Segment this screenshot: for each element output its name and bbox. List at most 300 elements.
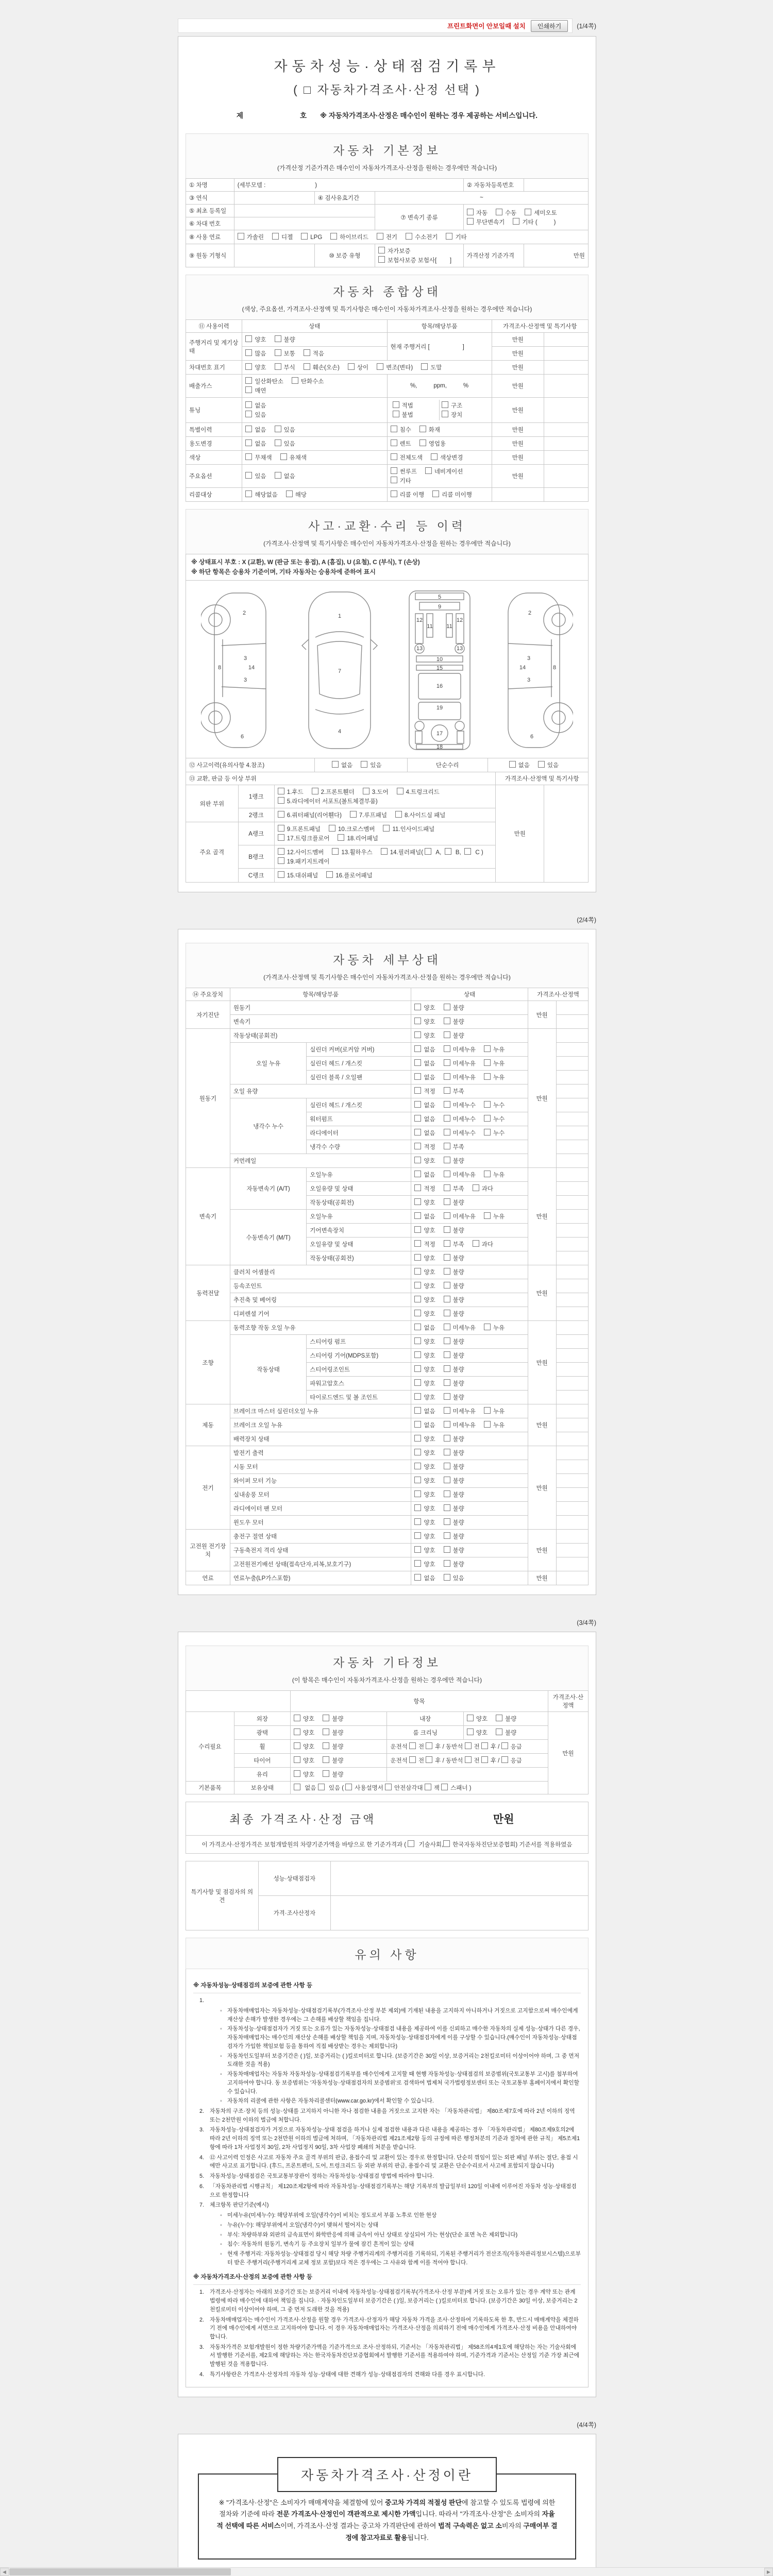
check-option[interactable]: 해당없음 bbox=[245, 490, 277, 499]
check-option[interactable]: 양호 bbox=[414, 1560, 435, 1568]
check-option[interactable]: 양호 bbox=[414, 1296, 435, 1304]
check-option[interactable]: 불량 bbox=[444, 1518, 464, 1527]
check-option[interactable]: 미세누유 bbox=[444, 1407, 476, 1415]
check-option[interactable]: 전체도색 bbox=[391, 453, 423, 462]
check-option[interactable]: 보험사보증 보험사[ ] bbox=[378, 256, 451, 264]
checkbox-icon[interactable] bbox=[332, 761, 339, 768]
checkbox-icon[interactable] bbox=[391, 439, 397, 446]
checkbox-icon[interactable] bbox=[323, 1756, 329, 1763]
check-option[interactable]: 양호 bbox=[414, 1004, 435, 1012]
check-option[interactable]: 16.플로어패널 bbox=[326, 871, 373, 879]
checkbox-icon[interactable] bbox=[414, 1198, 421, 1205]
checkbox-icon[interactable] bbox=[444, 1463, 450, 1469]
check-option[interactable]: 있음 bbox=[444, 1574, 464, 1582]
checkbox-icon[interactable] bbox=[272, 233, 279, 240]
check-option[interactable]: 19.패키지트레이 bbox=[278, 857, 330, 866]
checkbox-icon[interactable] bbox=[425, 467, 432, 474]
checkbox-icon[interactable] bbox=[444, 1018, 450, 1024]
checkbox-icon[interactable] bbox=[275, 363, 281, 370]
check-option[interactable]: 불량 bbox=[444, 1282, 464, 1290]
check-option[interactable]: 탄화수소 bbox=[292, 377, 324, 385]
checkbox-icon[interactable] bbox=[275, 349, 281, 356]
check-option[interactable]: 양호 bbox=[414, 1504, 435, 1513]
checkbox-icon[interactable] bbox=[414, 1435, 421, 1442]
checkbox-icon[interactable] bbox=[304, 363, 310, 370]
check-option[interactable]: 유채색 bbox=[280, 453, 307, 462]
check-option[interactable]: 변조(변타) bbox=[377, 363, 413, 371]
checkbox-icon[interactable] bbox=[278, 834, 284, 841]
check-option[interactable]: 없음 bbox=[414, 1059, 435, 1067]
check-option[interactable]: 불량 bbox=[323, 1728, 343, 1737]
checkbox-icon[interactable] bbox=[414, 1463, 421, 1469]
checkbox-icon[interactable] bbox=[484, 1045, 491, 1052]
check-option[interactable]: 불량 bbox=[444, 1365, 464, 1374]
check-option[interactable]: 가솔린 bbox=[238, 233, 264, 241]
check-option[interactable]: 양호 bbox=[294, 1742, 314, 1751]
checkbox-icon[interactable] bbox=[393, 411, 399, 417]
check-option[interactable]: 없음 bbox=[414, 1212, 435, 1221]
checkbox-icon[interactable] bbox=[350, 811, 357, 818]
checkbox-icon[interactable] bbox=[294, 1728, 300, 1735]
checkbox-icon[interactable] bbox=[278, 848, 284, 855]
checkbox-icon[interactable] bbox=[383, 825, 390, 832]
checkbox-icon[interactable] bbox=[245, 335, 252, 342]
checkbox-icon[interactable] bbox=[444, 1198, 450, 1205]
check-option[interactable]: 양호 bbox=[414, 1532, 435, 1540]
checkbox-icon[interactable] bbox=[465, 1756, 472, 1763]
checkbox-icon[interactable] bbox=[444, 1240, 450, 1247]
check-option[interactable]: 무단변속기 bbox=[467, 218, 505, 226]
scroll-right-arrow[interactable]: ▶ bbox=[764, 2568, 773, 2576]
checkbox-icon[interactable] bbox=[406, 233, 412, 240]
checkbox-icon[interactable] bbox=[414, 1101, 421, 1108]
checkbox-icon[interactable] bbox=[444, 1045, 450, 1052]
check-option[interactable]: 양호 bbox=[294, 1715, 314, 1723]
checkbox-icon[interactable] bbox=[286, 490, 293, 497]
checkbox-icon[interactable] bbox=[361, 761, 367, 768]
check-option[interactable]: 9.프론트패널 bbox=[278, 825, 321, 833]
check-option[interactable]: 불량 bbox=[444, 1031, 464, 1040]
check-option[interactable]: 불량 bbox=[444, 1435, 464, 1443]
checkbox-icon[interactable] bbox=[304, 349, 310, 356]
check-option[interactable]: 불량 bbox=[444, 1226, 464, 1234]
checkbox-icon[interactable] bbox=[381, 848, 388, 855]
check-option[interactable]: 불량 bbox=[275, 335, 295, 344]
checkbox-icon[interactable] bbox=[444, 1379, 450, 1386]
check-option[interactable]: 네비게이션 bbox=[425, 467, 463, 476]
checkbox-icon[interactable] bbox=[393, 401, 399, 408]
check-option[interactable]: 누수 bbox=[484, 1115, 505, 1123]
checkbox-icon[interactable] bbox=[414, 1477, 421, 1483]
check-option[interactable]: 미세누유 bbox=[444, 1171, 476, 1179]
check-option[interactable]: 없음 bbox=[414, 1407, 435, 1415]
checkbox-icon[interactable] bbox=[280, 453, 287, 460]
check-option[interactable]: 양호 bbox=[414, 1449, 435, 1457]
checkbox-icon[interactable] bbox=[414, 1532, 421, 1539]
checkbox-icon[interactable] bbox=[323, 1728, 329, 1735]
check-option[interactable]: 양호 bbox=[245, 335, 266, 344]
print-install-notice[interactable]: 프린트화면이 안보일때 설치 bbox=[447, 23, 526, 30]
checkbox-icon[interactable] bbox=[414, 1018, 421, 1024]
check-option[interactable]: 양호 bbox=[467, 1728, 488, 1737]
check-option[interactable]: 4.트렁크리드 bbox=[397, 788, 440, 796]
check-option[interactable]: 해당 bbox=[286, 490, 307, 499]
check-option[interactable]: 양호 bbox=[414, 1379, 435, 1387]
check-option[interactable]: 12.사이드멤버 bbox=[278, 848, 324, 856]
checkbox-icon[interactable] bbox=[414, 1574, 421, 1581]
checkbox-icon[interactable] bbox=[473, 1240, 479, 1247]
checkbox-icon[interactable] bbox=[414, 1212, 421, 1219]
check-option[interactable]: 불량 bbox=[323, 1715, 343, 1723]
checkbox-icon[interactable] bbox=[444, 1504, 450, 1511]
check-option[interactable]: 미세누유 bbox=[444, 1059, 476, 1067]
check-option[interactable]: 영업용 bbox=[419, 439, 446, 448]
checkbox-icon[interactable] bbox=[278, 871, 284, 878]
check-option[interactable]: 미세누유 bbox=[444, 1073, 476, 1081]
checkbox-icon[interactable] bbox=[395, 811, 402, 818]
checkbox-icon[interactable] bbox=[391, 453, 397, 460]
check-option[interactable]: 누유 bbox=[484, 1171, 505, 1179]
checkbox-icon[interactable] bbox=[414, 1184, 421, 1191]
checkbox-icon[interactable] bbox=[391, 490, 397, 497]
check-option[interactable]: 5.라디에이터 서포트(볼트체결부품) bbox=[278, 797, 378, 805]
checkbox-icon[interactable] bbox=[414, 1087, 421, 1094]
check-option[interactable]: 미세누유 bbox=[444, 1421, 476, 1429]
check-option[interactable]: 불량 bbox=[444, 1546, 464, 1554]
check-option[interactable]: 양호 bbox=[414, 1031, 435, 1040]
checkbox-icon[interactable] bbox=[414, 1365, 421, 1372]
checkbox-icon[interactable] bbox=[414, 1171, 421, 1177]
checkbox-icon[interactable] bbox=[414, 1407, 421, 1414]
check-option[interactable]: 부족 bbox=[444, 1087, 464, 1095]
check-option[interactable]: 불량 bbox=[444, 1393, 464, 1401]
check-option[interactable]: 14.필러패널( A, B, C ) bbox=[381, 848, 483, 856]
checkbox-icon[interactable] bbox=[484, 1212, 491, 1219]
check-option[interactable]: 없음 bbox=[245, 439, 266, 448]
checkbox-icon[interactable] bbox=[443, 1840, 450, 1847]
checkbox-icon[interactable] bbox=[338, 834, 344, 841]
check-option[interactable]: 양호 bbox=[414, 1435, 435, 1443]
check-option[interactable]: 불량 bbox=[323, 1770, 343, 1778]
checkbox-icon[interactable] bbox=[444, 1031, 450, 1038]
check-option[interactable]: 없음 bbox=[414, 1115, 435, 1123]
check-option[interactable]: 있음 bbox=[275, 439, 295, 448]
checkbox-icon[interactable] bbox=[245, 439, 252, 446]
checkbox-icon[interactable] bbox=[426, 1742, 432, 1749]
check-option[interactable]: 없음 bbox=[245, 401, 266, 410]
checkbox-icon[interactable] bbox=[245, 426, 252, 432]
checkbox-icon[interactable] bbox=[345, 1784, 352, 1790]
checkbox-icon[interactable] bbox=[323, 1742, 329, 1749]
checkbox-icon[interactable] bbox=[278, 825, 284, 832]
checkbox-icon[interactable] bbox=[444, 1143, 450, 1149]
checkbox-icon[interactable] bbox=[465, 1742, 472, 1749]
checkbox-icon[interactable] bbox=[409, 1742, 416, 1749]
checkbox-icon[interactable] bbox=[426, 1756, 432, 1763]
check-option[interactable]: 수소전기 bbox=[406, 233, 438, 241]
check-option[interactable]: 없음 bbox=[332, 761, 352, 769]
check-option[interactable]: 양호 bbox=[414, 1365, 435, 1374]
check-option[interactable]: 썬루프 bbox=[391, 467, 417, 476]
check-option[interactable]: 누유 bbox=[484, 1073, 505, 1081]
checkbox-icon[interactable] bbox=[525, 209, 531, 215]
check-option[interactable]: 없음 bbox=[414, 1129, 435, 1137]
check-option[interactable]: 불량 bbox=[444, 1296, 464, 1304]
checkbox-icon[interactable] bbox=[444, 1101, 450, 1108]
checkbox-icon[interactable] bbox=[245, 401, 252, 408]
checkbox-icon[interactable] bbox=[431, 453, 438, 460]
checkbox-icon[interactable] bbox=[378, 247, 385, 253]
check-option[interactable]: 보통 bbox=[275, 349, 295, 358]
checkbox-icon[interactable] bbox=[348, 363, 355, 370]
checkbox-icon[interactable] bbox=[408, 1840, 414, 1847]
checkbox-icon[interactable] bbox=[484, 1407, 491, 1414]
check-option[interactable]: 불량 bbox=[444, 1490, 464, 1499]
check-option[interactable]: 침수 bbox=[391, 426, 411, 434]
checkbox-icon[interactable] bbox=[397, 788, 404, 794]
check-option[interactable]: 양호 bbox=[414, 1018, 435, 1026]
check-option[interactable]: 없음 bbox=[414, 1574, 435, 1582]
checkbox-icon[interactable] bbox=[326, 871, 333, 878]
check-option[interactable]: 양호 bbox=[294, 1728, 314, 1737]
checkbox-icon[interactable] bbox=[323, 1770, 329, 1777]
check-option[interactable]: 미세누유 bbox=[444, 1045, 476, 1054]
checkbox-icon[interactable] bbox=[278, 811, 284, 818]
check-option[interactable]: 디젤 bbox=[272, 233, 293, 241]
checkbox-icon[interactable] bbox=[278, 857, 284, 864]
check-option[interactable]: 자동 bbox=[467, 209, 488, 217]
check-option[interactable]: 15.대쉬패널 bbox=[278, 871, 318, 879]
check-option[interactable]: 미세누수 bbox=[444, 1101, 476, 1109]
checkbox-icon[interactable] bbox=[444, 1254, 450, 1261]
checkbox-icon[interactable] bbox=[414, 1129, 421, 1136]
checkbox-icon[interactable] bbox=[467, 1715, 474, 1721]
check-option[interactable]: 있음 bbox=[275, 426, 295, 434]
check-option[interactable]: 불량 bbox=[444, 1532, 464, 1540]
check-option[interactable]: 불량 bbox=[444, 1504, 464, 1513]
checkbox-icon[interactable] bbox=[484, 1059, 491, 1066]
check-option[interactable]: 양호 bbox=[414, 1226, 435, 1234]
checkbox-icon[interactable] bbox=[444, 1296, 450, 1302]
checkbox-icon[interactable] bbox=[245, 363, 252, 370]
check-option[interactable]: 없음 bbox=[245, 426, 266, 434]
check-option[interactable]: 없음 bbox=[275, 472, 295, 480]
check-option[interactable]: 과다 bbox=[473, 1240, 493, 1248]
checkbox-icon[interactable] bbox=[414, 1157, 421, 1163]
checkbox-icon[interactable] bbox=[275, 472, 281, 479]
check-option[interactable]: 무채색 bbox=[245, 453, 272, 462]
checkbox-icon[interactable] bbox=[444, 1268, 450, 1275]
check-option[interactable]: 불량 bbox=[323, 1756, 343, 1765]
scroll-left-arrow[interactable]: ◀ bbox=[0, 2568, 9, 2576]
check-option[interactable]: 불량 bbox=[496, 1728, 516, 1737]
checkbox-icon[interactable] bbox=[414, 1518, 421, 1525]
checkbox-icon[interactable] bbox=[414, 1504, 421, 1511]
check-option[interactable]: 부식 bbox=[275, 363, 295, 371]
check-option[interactable]: 미세누유 bbox=[444, 1212, 476, 1221]
checkbox-icon[interactable] bbox=[501, 1756, 508, 1763]
check-option[interactable]: 양호 bbox=[414, 1310, 435, 1318]
checkbox-icon[interactable] bbox=[245, 349, 252, 356]
check-option[interactable]: 8.사이드실 패널 bbox=[395, 811, 445, 819]
check-option[interactable]: 불량 bbox=[444, 1018, 464, 1026]
checkbox-icon[interactable] bbox=[245, 490, 252, 497]
checkbox-icon[interactable] bbox=[391, 477, 397, 483]
check-option[interactable]: 양호 bbox=[294, 1770, 314, 1778]
check-option[interactable]: 화재 bbox=[419, 426, 440, 434]
check-option[interactable]: 불법 bbox=[393, 411, 413, 419]
checkbox-icon[interactable] bbox=[391, 426, 397, 432]
checkbox-icon[interactable] bbox=[414, 1560, 421, 1567]
check-option[interactable]: 있음 bbox=[361, 761, 381, 769]
checkbox-icon[interactable] bbox=[414, 1240, 421, 1247]
checkbox-icon[interactable] bbox=[444, 1393, 450, 1400]
checkbox-icon[interactable] bbox=[444, 1157, 450, 1163]
checkbox-icon[interactable] bbox=[377, 363, 383, 370]
checkbox-icon[interactable] bbox=[275, 426, 281, 432]
checkbox-icon[interactable] bbox=[312, 788, 318, 794]
scrollbar-thumb[interactable] bbox=[9, 2568, 231, 2575]
checkbox-icon[interactable] bbox=[481, 1742, 488, 1749]
checkbox-icon[interactable] bbox=[414, 1337, 421, 1344]
check-option[interactable]: 리콜 이행 bbox=[391, 490, 425, 499]
checkbox-icon[interactable] bbox=[414, 1115, 421, 1122]
check-option[interactable]: 일산화탄소 bbox=[245, 377, 283, 385]
checkbox-icon[interactable] bbox=[444, 1004, 450, 1010]
check-option[interactable]: 적정 bbox=[414, 1087, 435, 1095]
checkbox-icon[interactable] bbox=[245, 411, 252, 417]
checkbox-icon[interactable] bbox=[330, 233, 337, 240]
checkbox-icon[interactable] bbox=[484, 1115, 491, 1122]
checkbox-icon[interactable] bbox=[292, 377, 298, 384]
check-option[interactable]: 적정 bbox=[414, 1143, 435, 1151]
checkbox-icon[interactable] bbox=[414, 1546, 421, 1553]
check-option[interactable]: 없음 bbox=[414, 1324, 435, 1332]
check-option[interactable]: 구조 bbox=[442, 401, 462, 410]
check-option[interactable]: 양호 bbox=[245, 363, 266, 371]
check-option[interactable]: 누수 bbox=[484, 1101, 505, 1109]
checkbox-icon[interactable] bbox=[444, 1073, 450, 1080]
checkbox-icon[interactable] bbox=[484, 1171, 491, 1177]
checkbox-icon[interactable] bbox=[513, 218, 519, 225]
check-option[interactable]: 누수 bbox=[484, 1129, 505, 1137]
check-option[interactable]: 없음 bbox=[414, 1171, 435, 1179]
checkbox-icon[interactable] bbox=[414, 1268, 421, 1275]
checkbox-icon[interactable] bbox=[444, 1574, 450, 1581]
check-option[interactable]: 양호 bbox=[414, 1254, 435, 1262]
check-option[interactable]: 불량 bbox=[444, 1449, 464, 1457]
check-option[interactable]: 상이 bbox=[348, 363, 368, 371]
check-option[interactable]: 양호 bbox=[414, 1157, 435, 1165]
checkbox-icon[interactable] bbox=[444, 1490, 450, 1497]
checkbox-icon[interactable] bbox=[414, 1254, 421, 1261]
checkbox-icon[interactable] bbox=[496, 1728, 502, 1735]
checkbox-icon[interactable] bbox=[484, 1101, 491, 1108]
check-option[interactable]: 수동 bbox=[496, 209, 516, 217]
checkbox-icon[interactable] bbox=[444, 1477, 450, 1483]
checkbox-icon[interactable] bbox=[442, 401, 448, 408]
check-option[interactable]: 장치 bbox=[442, 411, 462, 419]
checkbox-icon[interactable] bbox=[414, 1310, 421, 1316]
check-option[interactable]: 불량 bbox=[444, 1379, 464, 1387]
checkbox-icon[interactable] bbox=[294, 1770, 300, 1777]
checkbox-icon[interactable] bbox=[245, 377, 252, 384]
check-option[interactable]: 불량 bbox=[444, 1463, 464, 1471]
checkbox-icon[interactable] bbox=[377, 233, 383, 240]
checkbox-icon[interactable] bbox=[245, 386, 252, 393]
checkbox-icon[interactable] bbox=[464, 848, 471, 855]
checkbox-icon[interactable] bbox=[414, 1226, 421, 1233]
check-option[interactable]: 전기 bbox=[377, 233, 397, 241]
checkbox-icon[interactable] bbox=[509, 761, 516, 768]
checkbox-icon[interactable] bbox=[378, 256, 385, 263]
check-option[interactable]: 기타 ( ) bbox=[513, 218, 556, 226]
checkbox-icon[interactable] bbox=[444, 1184, 450, 1191]
check-option[interactable]: 과다 bbox=[473, 1184, 493, 1193]
checkbox-icon[interactable] bbox=[484, 1129, 491, 1136]
check-option[interactable]: 불량 bbox=[444, 1337, 464, 1346]
checkbox-icon[interactable] bbox=[409, 1756, 416, 1763]
check-option[interactable]: 색상변경 bbox=[431, 453, 463, 462]
checkbox-icon[interactable] bbox=[275, 439, 281, 446]
check-option[interactable]: 누유 bbox=[484, 1059, 505, 1067]
check-option[interactable]: 하이브리드 bbox=[330, 233, 368, 241]
check-option[interactable]: 불량 bbox=[444, 1254, 464, 1262]
check-option[interactable]: 없음 bbox=[414, 1101, 435, 1109]
checkbox-icon[interactable] bbox=[323, 1715, 329, 1721]
check-option[interactable]: 6.쿼터패널(리어휀다) bbox=[278, 811, 342, 819]
checkbox-icon[interactable] bbox=[444, 1560, 450, 1567]
checkbox-icon[interactable] bbox=[484, 1073, 491, 1080]
check-option[interactable]: 자가보증 bbox=[378, 247, 410, 255]
checkbox-icon[interactable] bbox=[419, 439, 426, 446]
check-option[interactable]: 부족 bbox=[444, 1143, 464, 1151]
checkbox-icon[interactable] bbox=[419, 426, 426, 432]
checkbox-icon[interactable] bbox=[414, 1059, 421, 1066]
check-option[interactable]: 양호 bbox=[467, 1715, 488, 1723]
checkbox-icon[interactable] bbox=[245, 472, 252, 479]
check-option[interactable]: 없음 bbox=[414, 1045, 435, 1054]
check-option[interactable]: 양호 bbox=[294, 1756, 314, 1765]
check-option[interactable]: 7.루프패널 bbox=[350, 811, 387, 819]
checkbox-icon[interactable] bbox=[538, 761, 545, 768]
check-option[interactable]: 양호 bbox=[414, 1490, 435, 1499]
checkbox-icon[interactable] bbox=[442, 411, 448, 417]
checkbox-icon[interactable] bbox=[444, 1351, 450, 1358]
checkbox-icon[interactable] bbox=[425, 1784, 431, 1790]
check-option[interactable]: 훼손(오손) bbox=[304, 363, 340, 371]
checkbox-icon[interactable] bbox=[414, 1393, 421, 1400]
check-option[interactable]: 11.인사이드패널 bbox=[383, 825, 434, 833]
check-option[interactable]: 양호 bbox=[414, 1337, 435, 1346]
check-option[interactable]: 불량 bbox=[444, 1268, 464, 1276]
check-option[interactable]: 양호 bbox=[414, 1546, 435, 1554]
check-option[interactable]: 적정 bbox=[414, 1240, 435, 1248]
checkbox-icon[interactable] bbox=[484, 1421, 491, 1428]
check-option[interactable]: 미세누수 bbox=[444, 1115, 476, 1123]
check-option[interactable]: 기타 bbox=[391, 477, 411, 485]
checkbox-icon[interactable] bbox=[444, 1449, 450, 1455]
checkbox-icon[interactable] bbox=[467, 209, 474, 215]
check-option[interactable]: 10.크로스멤버 bbox=[329, 825, 375, 833]
check-option[interactable]: 누유 bbox=[484, 1407, 505, 1415]
checkbox-icon[interactable] bbox=[414, 1324, 421, 1330]
checkbox-icon[interactable] bbox=[414, 1490, 421, 1497]
check-option[interactable]: 누유 bbox=[484, 1045, 505, 1054]
checkbox-icon[interactable] bbox=[496, 1715, 502, 1721]
check-option[interactable]: 불량 bbox=[444, 1560, 464, 1568]
check-option[interactable]: 양호 bbox=[414, 1198, 435, 1207]
